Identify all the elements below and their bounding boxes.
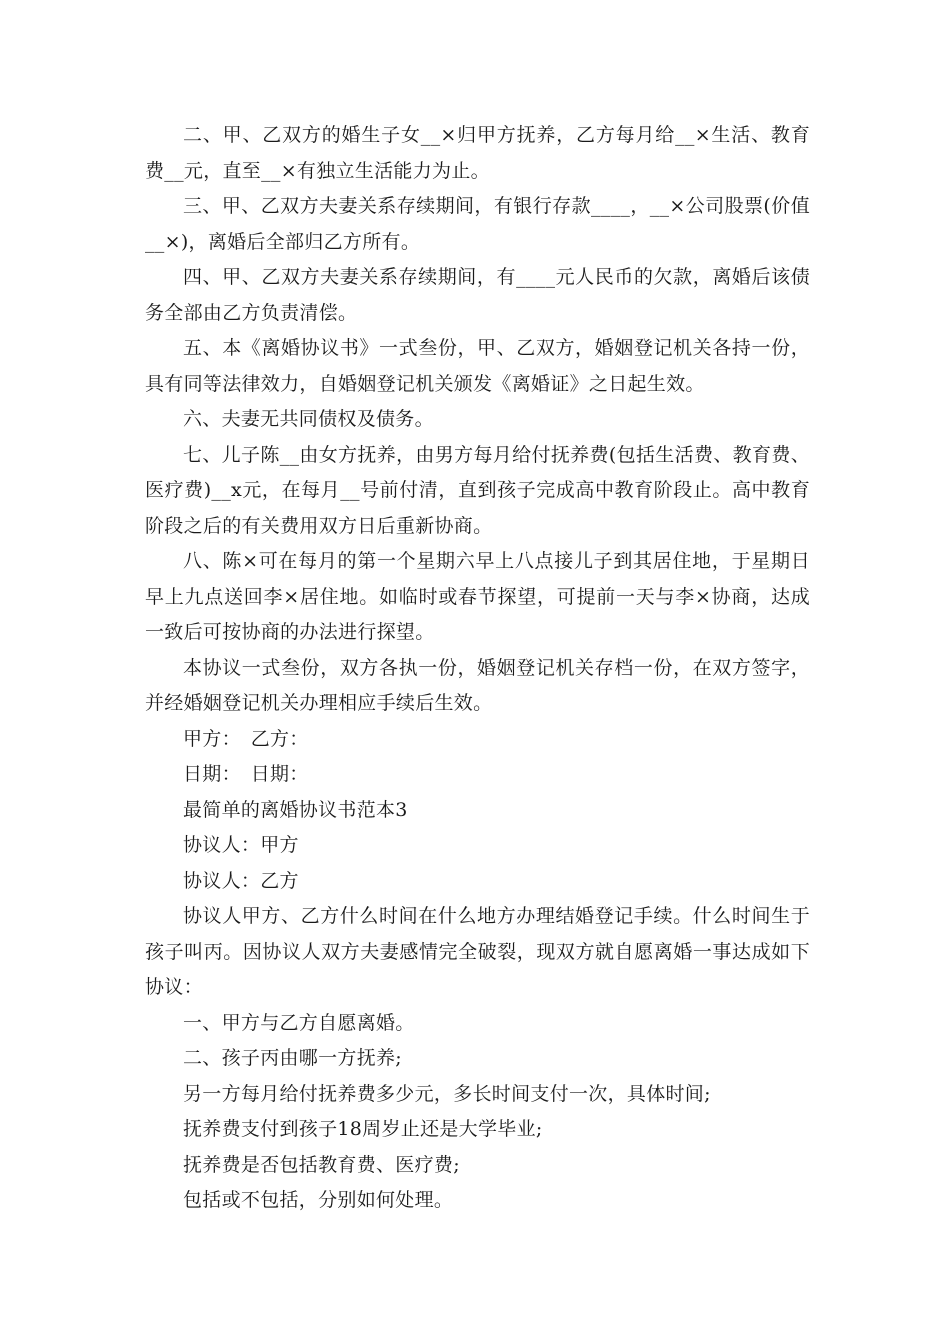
section-title: 最简单的离婚协议书范本3 xyxy=(183,798,408,821)
clause-6-no-debts: 六、夫妻无共同债权及债务。 xyxy=(183,408,434,430)
clause-2-support-amount: 另一方每月给付抚养费多少元，多长时间支付一次，具体时间; xyxy=(183,1082,711,1105)
clause-3-savings: 三、甲、乙双方夫妻关系存续期间，有银行存款____，__×公司股票(价值__×)，离婚后全部归乙方所有。 xyxy=(145,195,810,253)
clause-7-child-support: 七、儿子陈__由女方抚养，由男方每月给付抚养费(包括生活费、教育费、医疗费)__x元，在每月__号前付清，直到孩子完成高中教育阶段止。高中教育阶段之后的有关费用双方日后重新协商。 xyxy=(145,443,810,537)
clause-4-debts: 四、甲、乙双方夫妻关系存续期间，有____元人民币的欠款，离婚后该债务全部由乙方负责清偿。 xyxy=(145,266,810,324)
clause-5-copies: 五、本《离婚协议书》一式叁份，甲、乙双方，婚姻登记机关各持一份，具有同等法律效力，自婚姻登记机关颁发《离婚证》之日起生效。 xyxy=(145,337,810,395)
party-b: 协议人：乙方 xyxy=(183,869,299,892)
clause-2-custody: 二、甲、乙双方的婚生子女__×归甲方抚养，乙方每月给__×生活、教育费__元，直至__×有独立生活能力为止。 xyxy=(145,124,810,182)
signature-dates: 日期： 日期： xyxy=(183,763,309,785)
clause-2-support-scope: 抚养费是否包括教育费、医疗费; xyxy=(183,1153,460,1176)
clause-2-support-duration: 抚养费支付到孩子18周岁止还是大学毕业; xyxy=(183,1118,543,1140)
agreement-validity: 本协议一式叁份，双方各执一份，婚姻登记机关存档一份，在双方签字，并经婚姻登记机关办理相应手续后生效。 xyxy=(145,656,810,714)
clause-8-visitation: 八、陈×可在每月的第一个星期六早上八点接儿子到其居住地，于星期日早上九点送回李×居住地。如临时或春节探望，可提前一天与李×协商，达成一致后可按协商的办法进行探望。 xyxy=(145,550,810,643)
signature-parties: 甲方： 乙方： xyxy=(183,727,309,750)
party-a: 协议人：甲方 xyxy=(183,834,299,856)
document-body xyxy=(145,118,810,1219)
clause-2-custody-template: 二、孩子丙由哪一方抚养; xyxy=(183,1047,403,1069)
clause-1-divorce: 一、甲方与乙方自愿离婚。 xyxy=(183,1011,415,1034)
clause-2-support-handling: 包括或不包括，分别如何处理。 xyxy=(183,1189,454,1211)
preamble: 协议人甲方、乙方什么时间在什么地方办理结婚登记手续。什么时间生于孩子叫丙。因协议人双方夫妻感情完全破裂，现双方就自愿离婚一事达成如下协议： xyxy=(145,905,810,998)
